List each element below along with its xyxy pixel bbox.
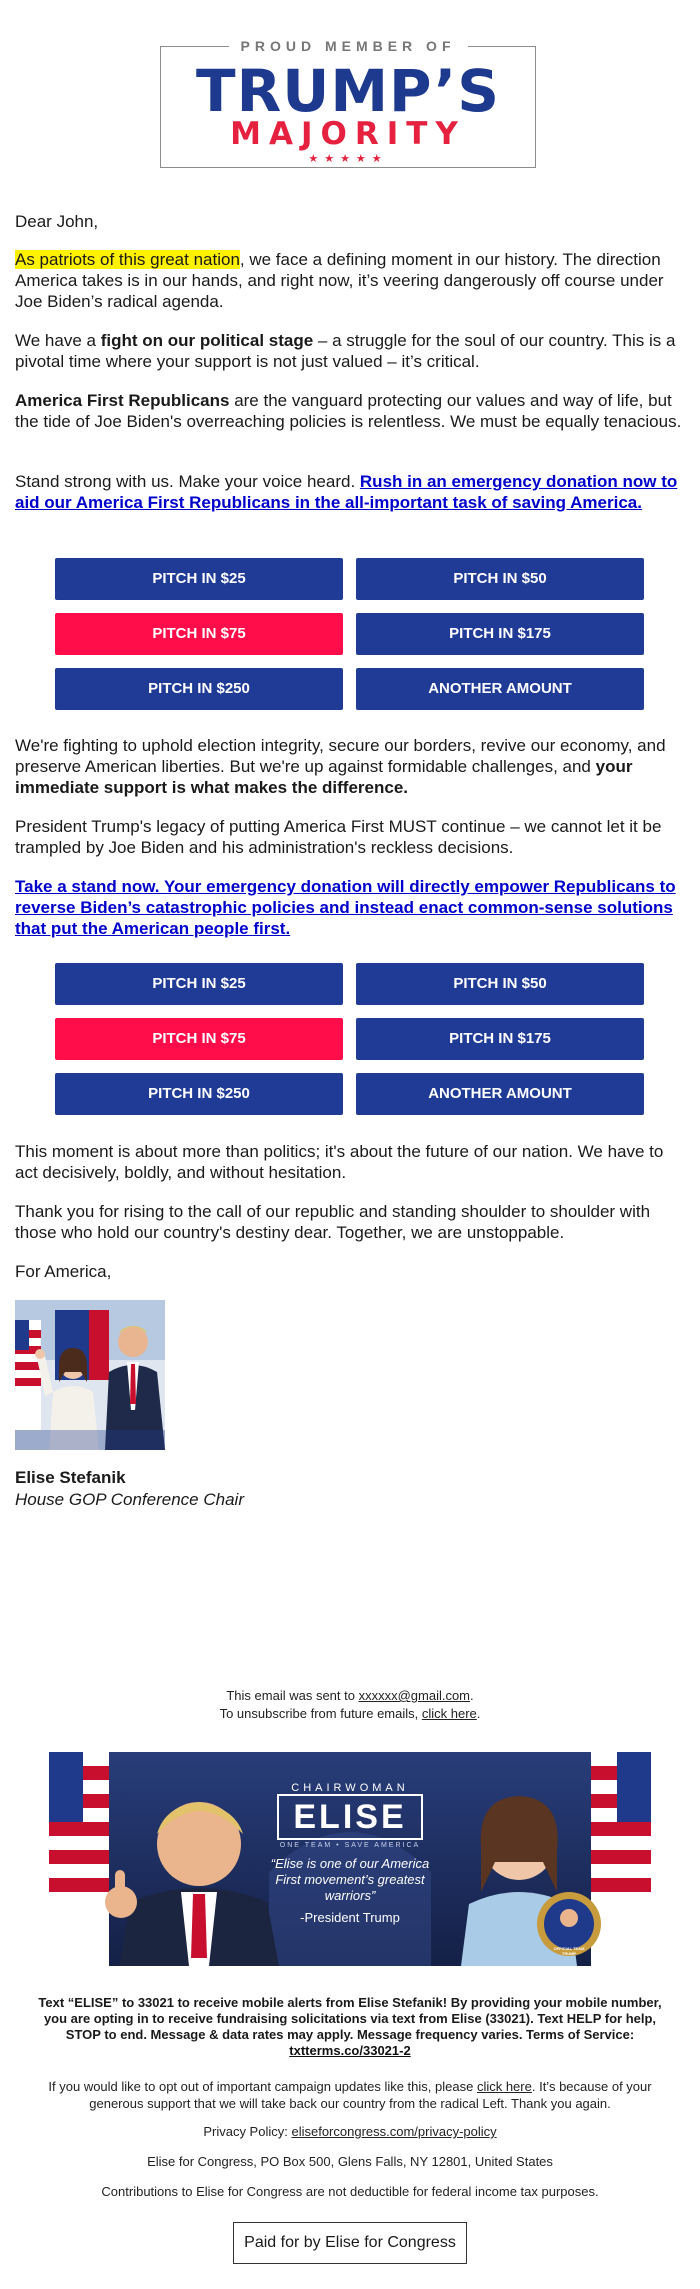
- paragraph-8: This moment is about more than politics; it's about the future of our nation. We have to act decisively, boldly, and without hesitation.: [15, 1142, 664, 1182]
- paragraph-7: [15, 876, 685, 939]
- banner-attribution: -President Trump: [300, 1910, 400, 1925]
- paragraph-2: We have a fight on our political stage – a struggle for the soul of our country. This is a pivotal time where your support is not just valued – it’s critical.: [15, 331, 676, 371]
- sent-to-line: This email was sent to xxxxxx@gmail.com.: [226, 1688, 474, 1703]
- recipient-email-link[interactable]: xxxxxx@gmail.com: [358, 1688, 471, 1703]
- pitch-in-25-button-2[interactable]: PITCH IN $25: [55, 963, 343, 1005]
- pitch-in-250-button-2[interactable]: PITCH IN $250: [55, 1073, 343, 1115]
- mailing-address: Elise for Congress, PO Box 500, Glens Falls, NY 12801, United States: [147, 2154, 553, 2169]
- paid-for-by-box: Paid for by Elise for Congress: [233, 2222, 467, 2264]
- opt-out-text: If you would like to opt out of important campaign updates like this, please click here. It’s because of your generous support that we will take back our country from the radical Left. Thank you again.: [48, 2079, 652, 2111]
- photo-illustration: [15, 1300, 165, 1450]
- paragraph-6: President Trump's legacy of putting America First MUST continue – we cannot let it be trampled by Joe Biden and his administration's reckless decisions.: [15, 817, 662, 857]
- team-trump-badge-label: OFFICIAL TEAM TRUMP: [553, 1946, 585, 1956]
- pitch-in-250-button[interactable]: PITCH IN $250: [55, 668, 343, 710]
- logo-main-text: TRUMP’S: [196, 57, 500, 125]
- unsubscribe-line: To unsubscribe from future emails, click here.: [219, 1706, 481, 1721]
- logo-sub-text: MAJORITY: [230, 116, 466, 152]
- sms-opt-in-text: Text “ELISE” to 33021 to receive mobile alerts from Elise Stefanik! By providing your mobile number, you are opting in to receive fundraising solicitations via text from Elise (33021). Text HELP for help, STOP to end. Message & data rates may apply. Message frequency varies. Terms of Service: txtterms.co/33021-2: [38, 1995, 662, 2058]
- pitch-in-175-button[interactable]: PITCH IN $175: [356, 613, 644, 655]
- pitch-in-75-button[interactable]: PITCH IN $75: [55, 613, 343, 655]
- banner-quote: “Elise is one of our America First movement’s greatest warriors”: [270, 1856, 430, 1903]
- paragraph-5: We're fighting to uphold election integrity, secure our borders, revive our economy, and preserve American liberties. But we're up against formidable challenges, and your immediate support is what makes the difference.: [15, 736, 666, 797]
- logo-stars: ★★★★★: [308, 153, 388, 165]
- stefanik-trump-photo: [15, 1300, 165, 1450]
- chairwoman-elise-banner[interactable]: [49, 1752, 651, 1966]
- pitch-in-50-button[interactable]: PITCH IN $50: [356, 558, 644, 600]
- pitch-in-175-button-2[interactable]: PITCH IN $175: [356, 1018, 644, 1060]
- signature-title: House GOP Conference Chair: [15, 1490, 244, 1509]
- pitch-in-25-button[interactable]: PITCH IN $25: [55, 558, 343, 600]
- another-amount-button-2[interactable]: ANOTHER AMOUNT: [356, 1073, 644, 1115]
- sms-terms-link[interactable]: txtterms.co/33021-2: [289, 2043, 411, 2058]
- emergency-donation-link[interactable]: Rush in an emergency donation now to aid our America First Republicans in the all-important task of saving America.: [15, 472, 678, 512]
- signoff: For America,: [15, 1262, 112, 1281]
- paragraph-9: Thank you for rising to the call of our republic and standing shoulder to shoulder with those who hold our country's destiny dear. Together, we are unstoppable.: [15, 1202, 651, 1242]
- banner-name: ELISE: [277, 1794, 422, 1840]
- pitch-in-75-button-2[interactable]: PITCH IN $75: [55, 1018, 343, 1060]
- highlighted-phrase: As patriots of this great nation: [15, 250, 240, 269]
- opt-out-link[interactable]: click here: [476, 2079, 532, 2094]
- paragraph-3: America First Republicans are the vanguard protecting our values and way of life, but the tide of Joe Biden's overreaching policies is relentless. We must be equally tenacious.: [15, 391, 682, 431]
- paragraph-4: Stand strong with us. Make your voice heard. Rush in an emergency donation now to aid our America First Republicans in the all-important task of saving America.: [15, 472, 678, 512]
- take-a-stand-link[interactable]: Take a stand now. Your emergency donation will directly empower Republicans to reverse Biden’s catastrophic policies and instead enact common-sense solutions that put the American people first.: [15, 877, 676, 938]
- trumps-majority-logo: [160, 38, 536, 168]
- logo-kicker: PROUD MEMBER OF: [229, 38, 468, 54]
- banner-tagline: ONE TEAM • SAVE AMERICA: [279, 1842, 421, 1849]
- tax-disclaimer: Contributions to Elise for Congress are not deductible for federal income tax purposes.: [101, 2184, 599, 2199]
- pitch-in-50-button-2[interactable]: PITCH IN $50: [356, 963, 644, 1005]
- banner-kicker: CHAIRWOMAN: [291, 1782, 409, 1794]
- unsubscribe-link[interactable]: click here: [421, 1706, 477, 1721]
- privacy-policy-line: Privacy Policy: eliseforcongress.com/privacy-policy: [203, 2124, 497, 2139]
- another-amount-button[interactable]: ANOTHER AMOUNT: [356, 668, 644, 710]
- paragraph-1: As patriots of this great nation, we face a defining moment in our history. The direction America takes is in our hands, and right now, it’s veering dangerously off course under Joe Biden’s radical agenda.: [15, 250, 664, 311]
- privacy-policy-link[interactable]: eliseforcongress.com/privacy-policy: [291, 2124, 497, 2139]
- greeting: Dear John,: [15, 212, 99, 231]
- signature-name: Elise Stefanik: [15, 1468, 126, 1487]
